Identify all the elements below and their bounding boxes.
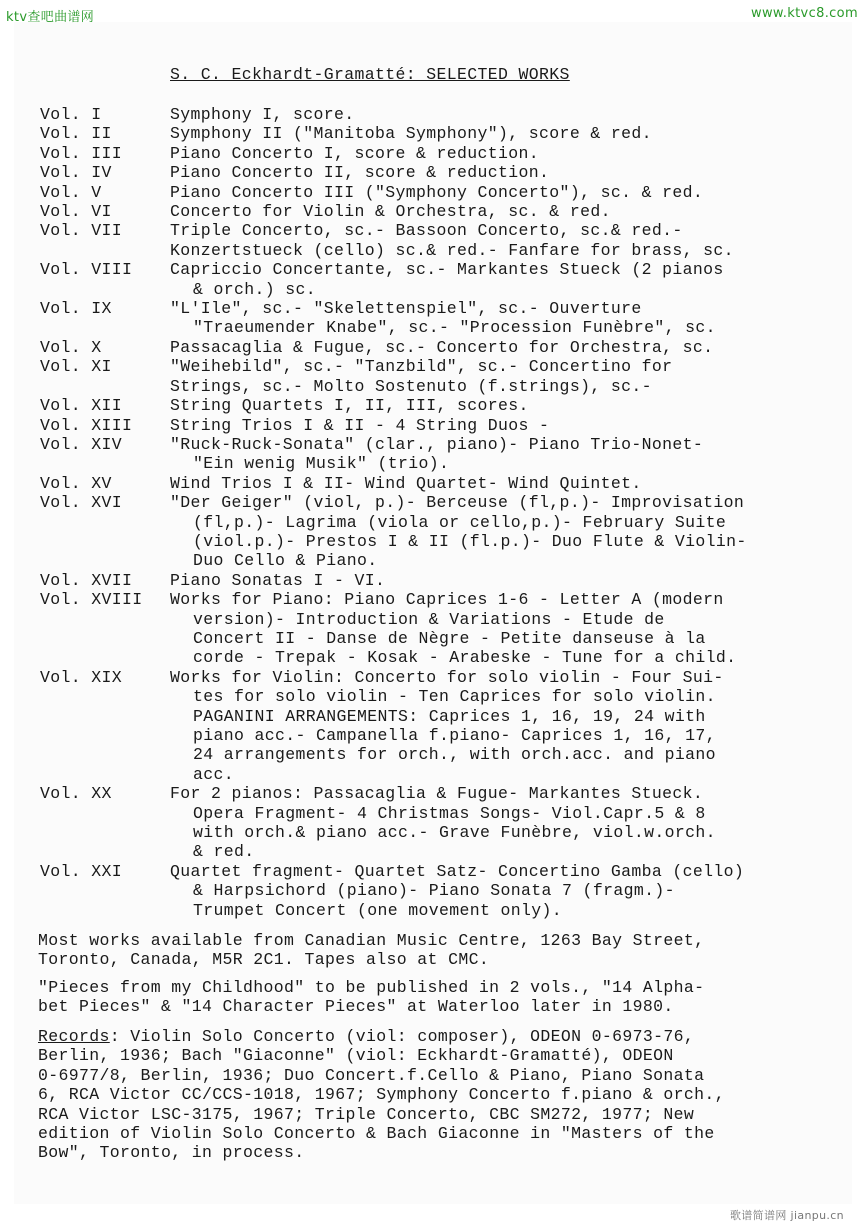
volume-number: Vol. I bbox=[40, 105, 102, 124]
volume-work-line: & orch.) sc. bbox=[193, 279, 317, 299]
records-first-line: : Violin Solo Concerto (viol: composer), ODEON 0-6973-76, bbox=[109, 1027, 695, 1046]
volume-work-line: Concerto for Violin & Orchestra, sc. & red. bbox=[170, 202, 611, 222]
volume-entry bbox=[40, 862, 850, 920]
volume-work-line: "L'Ile", sc.- "Skelettenspiel", sc.- Ouverture bbox=[170, 299, 642, 319]
volume-works bbox=[170, 260, 850, 299]
volume-work-line: & red. bbox=[193, 842, 255, 862]
records-line: RCA Victor LSC-3175, 1967; Triple Concerto, CBC SM272, 1977; New bbox=[38, 1104, 695, 1124]
volume-work-line: Piano Concerto I, score & reduction. bbox=[170, 143, 540, 163]
volume-entry bbox=[40, 105, 850, 124]
title-text: S. C. Eckhardt-Gramatté: SELECTED WORKS bbox=[170, 65, 570, 84]
volume-works bbox=[170, 668, 850, 784]
volume-works bbox=[170, 338, 850, 357]
volume-work-line: "Der Geiger" (viol, p.)- Berceuse (fl,p.)- Improvisation bbox=[170, 493, 745, 513]
volume-entry bbox=[40, 396, 850, 415]
pieces-line: "Pieces from my Childhood" to be published in 2 vols., "14 Alpha- bbox=[38, 978, 705, 997]
volume-number: Vol. XVI bbox=[40, 493, 123, 513]
availability-paragraph bbox=[38, 931, 848, 970]
volume-entry bbox=[40, 357, 850, 396]
volume-work-line: 24 arrangements for orch., with orch.acc. and piano bbox=[193, 745, 716, 765]
availability-line: Most works available from Canadian Music Centre, 1263 Bay Street, bbox=[38, 931, 705, 950]
volume-work-line: Wind Trios I & II- Wind Quartet- Wind Quintet. bbox=[170, 473, 642, 493]
volume-entry bbox=[40, 474, 850, 493]
watermark-bottom[interactable]: 歌谱简谱网 jianpu.cn bbox=[729, 1209, 844, 1222]
volume-work-line: & Harpsichord (piano)- Piano Sonata 7 (fragm.)- bbox=[193, 881, 675, 901]
volume-entry bbox=[40, 435, 850, 474]
volume-number: Vol. XXI bbox=[40, 861, 123, 881]
volume-work-line: (viol.p.)- Prestos I & II (fl.p.)- Duo Flute & Violin- bbox=[193, 531, 747, 551]
volume-work-line: Strings, sc.- Molto Sostenuto (f.strings), sc.- bbox=[170, 376, 652, 396]
volume-work-line: (fl,p.)- Lagrima (viola or cello,p.)- February Suite bbox=[193, 512, 727, 532]
volume-works bbox=[170, 416, 850, 435]
watermark-right[interactable]: www.ktvc8.com bbox=[750, 6, 858, 21]
volume-work-line: corde - Trepak - Kosak - Arabeske - Tune for a child. bbox=[193, 648, 737, 668]
volume-work-line: Passacaglia & Fugue, sc.- Concerto for Orchestra, sc. bbox=[170, 337, 714, 357]
volume-entry bbox=[40, 493, 850, 571]
volume-entry bbox=[40, 416, 850, 435]
records-line bbox=[38, 1027, 848, 1046]
volume-entry bbox=[40, 124, 850, 143]
volume-works bbox=[170, 299, 850, 338]
volume-works bbox=[170, 493, 850, 571]
volume-works bbox=[170, 163, 850, 182]
volume-works bbox=[170, 784, 850, 862]
watermark-left[interactable]: ktv查吧曲谱网 bbox=[6, 10, 95, 25]
records-line: 6, RCA Victor CC/CCS-1018, 1967; Symphony Concerto f.piano & orch., bbox=[38, 1085, 725, 1105]
volume-works bbox=[170, 183, 850, 202]
volume-works bbox=[170, 474, 850, 493]
volume-number: Vol. VIII bbox=[40, 260, 133, 280]
volume-number: Vol. XIII bbox=[40, 415, 133, 435]
records-line: edition of Violin Solo Concerto & Bach Giaconne in "Masters of the bbox=[38, 1124, 715, 1144]
volume-works bbox=[170, 862, 850, 920]
volume-work-line: "Weihebild", sc.- "Tanzbild", sc.- Concertino for bbox=[170, 357, 673, 377]
volume-number: Vol. IV bbox=[40, 163, 112, 183]
volume-number: Vol. II bbox=[40, 124, 112, 144]
volume-work-line: Piano Concerto II, score & reduction. bbox=[170, 163, 550, 183]
volume-work-line: PAGANINI ARRANGEMENTS: Caprices 1, 16, 19, 24 with bbox=[193, 706, 706, 726]
volume-number: Vol. XIV bbox=[40, 434, 123, 454]
records-label: Records bbox=[38, 1027, 110, 1046]
volume-works bbox=[170, 435, 850, 474]
volume-work-line: Symphony I, score. bbox=[170, 105, 355, 124]
volume-entry bbox=[40, 202, 850, 221]
volume-work-line: piano acc.- Campanella f.piano- Caprices 1, 16, 17, bbox=[193, 726, 716, 745]
volume-number: Vol. V bbox=[40, 182, 102, 202]
volume-entry bbox=[40, 163, 850, 182]
volume-work-line: Works for Piano: Piano Caprices 1-6 - Letter A (modern bbox=[170, 590, 724, 610]
volume-entry bbox=[40, 784, 850, 862]
volume-work-line: "Traeumender Knabe", sc.- "Procession Funèbre", sc. bbox=[193, 318, 716, 338]
volume-entry bbox=[40, 221, 850, 260]
volume-entry bbox=[40, 299, 850, 338]
volume-list bbox=[40, 105, 850, 920]
volume-works bbox=[170, 144, 850, 163]
pieces-paragraph bbox=[38, 978, 848, 1017]
records-paragraph bbox=[38, 1027, 848, 1163]
volume-number: Vol. III bbox=[40, 143, 123, 163]
volume-work-line: Piano Concerto III ("Symphony Concerto"), sc. & red. bbox=[170, 182, 704, 202]
volume-work-line: String Quartets I, II, III, scores. bbox=[170, 396, 529, 416]
volume-number: Vol. X bbox=[40, 337, 102, 357]
document-title bbox=[170, 65, 570, 84]
volume-entry bbox=[40, 590, 850, 668]
volume-work-line: String Trios I & II - 4 String Duos - bbox=[170, 415, 550, 435]
volume-works bbox=[170, 571, 850, 590]
volume-work-line: Triple Concerto, sc.- Bassoon Concerto, sc.& red.- bbox=[170, 221, 683, 241]
volume-entry bbox=[40, 183, 850, 202]
volume-works bbox=[170, 124, 850, 143]
volume-work-line: "Ruck-Ruck-Sonata" (clar., piano)- Piano Trio-Nonet- bbox=[170, 434, 704, 454]
volume-work-line: Quartet fragment- Quartet Satz- Concertino Gamba (cello) bbox=[170, 861, 745, 881]
volume-work-line: with orch.& piano acc.- Grave Funèbre, viol.w.orch. bbox=[193, 823, 716, 843]
volume-work-line: "Ein wenig Musik" (trio). bbox=[193, 454, 450, 474]
volume-number: Vol. VI bbox=[40, 202, 112, 222]
volume-works bbox=[170, 590, 850, 668]
volume-entry bbox=[40, 260, 850, 299]
volume-work-line: tes for solo violin - Ten Caprices for solo violin. bbox=[193, 687, 716, 707]
volume-number: Vol. XI bbox=[40, 357, 112, 377]
volume-works bbox=[170, 202, 850, 221]
volume-work-line: Trumpet Concert (one movement only). bbox=[193, 900, 563, 920]
pieces-line: bet Pieces" & "14 Character Pieces" at Waterloo later in 1980. bbox=[38, 997, 674, 1017]
records-line: 0-6977/8, Berlin, 1936; Duo Concert.f.Cello & Piano, Piano Sonata bbox=[38, 1065, 705, 1085]
volume-number: Vol. VII bbox=[40, 221, 123, 241]
volume-entry bbox=[40, 144, 850, 163]
volume-entry bbox=[40, 338, 850, 357]
volume-number: Vol. IX bbox=[40, 299, 112, 319]
volume-work-line: Capriccio Concertante, sc.- Markantes Stueck (2 pianos bbox=[170, 260, 724, 280]
volume-number: Vol. XIX bbox=[40, 667, 123, 687]
volume-work-line: Konzertstueck (cello) sc.& red.- Fanfare for brass, sc. bbox=[170, 240, 734, 260]
volume-work-line: Symphony II ("Manitoba Symphony"), score & red. bbox=[170, 124, 652, 144]
volume-entry bbox=[40, 668, 850, 784]
volume-work-line: Piano Sonatas I - VI. bbox=[170, 570, 386, 590]
volume-work-line: Concert II - Danse de Nègre - Petite danseuse à la bbox=[193, 628, 706, 648]
records-line: Bow", Toronto, in process. bbox=[38, 1143, 305, 1163]
volume-number: Vol. XVIII bbox=[40, 590, 143, 610]
availability-line: Toronto, Canada, M5R 2C1. Tapes also at CMC. bbox=[38, 950, 490, 970]
volume-works bbox=[170, 221, 850, 260]
volume-number: Vol. XVII bbox=[40, 570, 133, 590]
volume-works bbox=[170, 396, 850, 415]
volume-work-line: For 2 pianos: Passacaglia & Fugue- Markantes Stueck. bbox=[170, 784, 704, 804]
volume-work-line: acc. bbox=[193, 764, 235, 784]
volume-number: Vol. XII bbox=[40, 396, 123, 416]
volume-work-line: Works for Violin: Concerto for solo violin - Four Sui- bbox=[170, 667, 724, 687]
volume-work-line: Opera Fragment- 4 Christmas Songs- Viol.Capr.5 & 8 bbox=[193, 803, 706, 823]
volume-works bbox=[170, 105, 850, 124]
volume-work-line: version)- Introduction & Variations - Etude de bbox=[193, 609, 665, 629]
volume-works bbox=[170, 357, 850, 396]
volume-work-line: Duo Cello & Piano. bbox=[193, 551, 378, 571]
volume-entry bbox=[40, 571, 850, 590]
volume-number: Vol. XX bbox=[40, 784, 112, 804]
records-line: Berlin, 1936; Bach "Giaconne" (viol: Eckhardt-Gramatté), ODEON bbox=[38, 1046, 674, 1066]
volume-number: Vol. XV bbox=[40, 473, 112, 493]
